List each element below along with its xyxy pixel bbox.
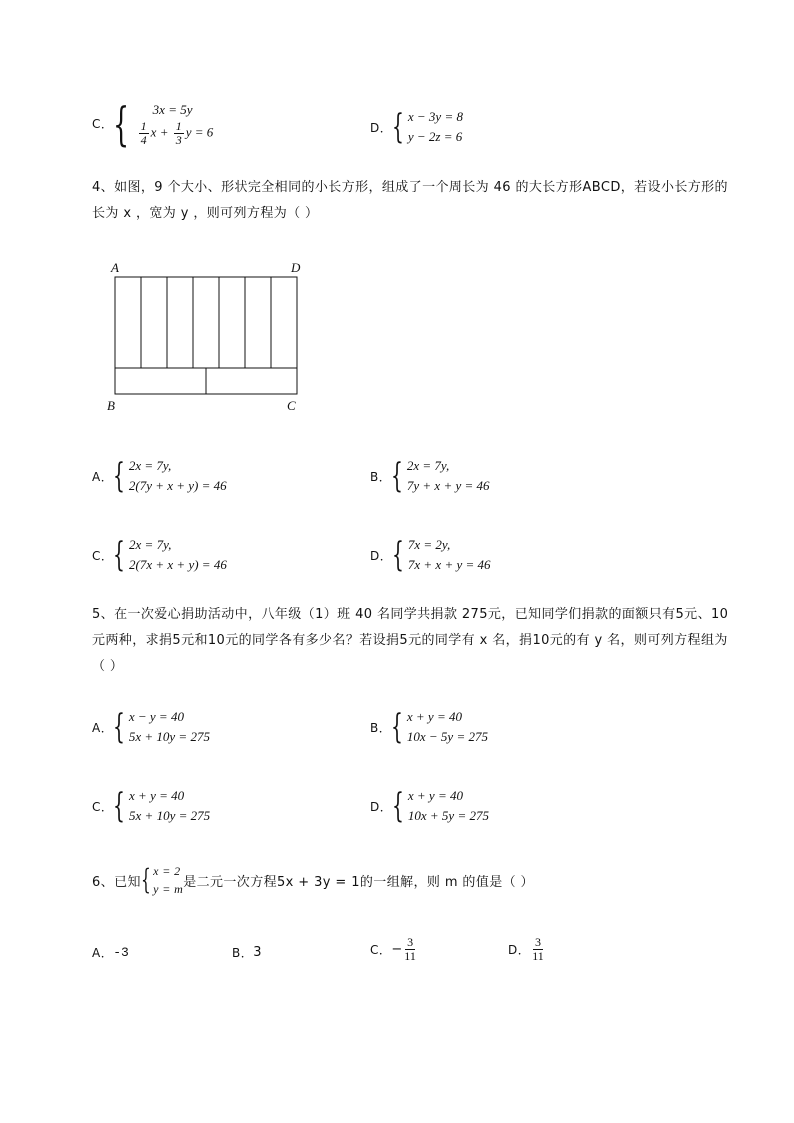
option-label: C．	[92, 117, 114, 131]
equation: x + y = 40	[129, 788, 185, 803]
brace: {	[113, 456, 126, 496]
option-label: D．	[370, 548, 393, 563]
rectangle-figure	[105, 258, 310, 418]
vertex-a: A	[111, 260, 119, 275]
brace: {	[392, 786, 405, 826]
q6-option-c[interactable]	[370, 936, 418, 963]
equation-system	[153, 862, 183, 898]
option-label: B．	[232, 946, 254, 960]
equation: 7y + x + y = 46	[406, 478, 490, 493]
equation-system	[129, 786, 210, 826]
equation-system	[137, 100, 214, 147]
equation: 2(7y + x + y) = 46	[128, 478, 227, 493]
vertex-d: D	[291, 260, 301, 275]
q5-option-b[interactable]	[370, 707, 488, 747]
equation-system	[408, 535, 491, 575]
q4-text: 4、如图，9 个大小、形状完全相同的小长方形，组成了一个周长为 46 的大长方形ABCD，若设小长方形的长为 x ，宽为 y ，则可列方程为（ ）	[92, 180, 728, 221]
equation-system	[129, 456, 227, 496]
q4-option-d[interactable]	[370, 535, 491, 575]
option-label: C．	[92, 799, 114, 814]
option-label: A．	[92, 720, 114, 735]
q6-option-d[interactable]	[508, 936, 546, 963]
equation: x = 2	[153, 864, 181, 878]
q4-option-a[interactable]	[92, 456, 227, 496]
equation-system	[408, 107, 463, 147]
brace: {	[113, 707, 126, 747]
equation: 2x = 7y,	[129, 537, 172, 552]
fraction: $\frac{1}{4}$	[140, 119, 147, 147]
option-label: D．	[508, 943, 531, 957]
equation: x + y = 40	[407, 788, 463, 803]
equation: 2x = 7y,	[128, 458, 172, 473]
q3-option-c[interactable]	[92, 96, 214, 151]
brace: {	[391, 707, 404, 747]
equation: 7x + x + y = 46	[407, 557, 491, 572]
brace: {	[392, 107, 405, 147]
equation: 7x = 2y,	[407, 537, 451, 552]
fraction: $\frac{1}{3}$	[175, 119, 182, 147]
q4-figure	[105, 258, 310, 418]
q3-option-d[interactable]	[370, 107, 463, 147]
q5-option-d[interactable]	[370, 786, 489, 826]
fraction: $\frac{3}{11}$	[532, 935, 544, 963]
vertex-b: B	[107, 398, 115, 413]
equation: 10x − 5y = 275	[406, 729, 488, 744]
equation: $\frac{1}{4}$ x + $\frac{1}{3}$ y = 6	[140, 119, 214, 147]
option-label: B．	[370, 469, 392, 484]
equation-system	[407, 456, 490, 496]
option-label: A．	[92, 469, 114, 484]
equation-system	[129, 707, 210, 747]
equation-system	[408, 786, 489, 826]
equation: 5x + 10y = 275	[129, 808, 211, 823]
equation: 10x + 5y = 275	[407, 808, 489, 823]
q6-option-b[interactable]	[232, 944, 262, 961]
option-label: D．	[370, 120, 393, 135]
vertex-c: C	[287, 398, 296, 413]
equation: x − y = 40	[128, 709, 184, 724]
option-value: 3	[253, 945, 262, 960]
q5-text: 5、在一次爱心捐助活动中，八年级（1）班 40 名同学共捐款 275元，已知同学们捐款的面额只有5元、10元两种，求捐5元和10元的同学各有多少名？若设捐5元的同学有 x 名，捐10元的有 y 名，则可列方程组为（ ）	[92, 607, 729, 674]
q6-stem	[92, 862, 534, 898]
minus-sign: −	[391, 942, 403, 957]
option-label: C．	[92, 548, 114, 563]
equation: 3x = 5y	[152, 102, 193, 117]
equation: y = m	[153, 882, 184, 896]
q4-option-c[interactable]	[92, 535, 227, 575]
brace: {	[113, 535, 126, 575]
q4-option-b[interactable]	[370, 456, 490, 496]
equation: 5x + 10y = 275	[128, 729, 210, 744]
equation: 2(7x + x + y) = 46	[129, 557, 227, 572]
option-label: C．	[370, 943, 392, 957]
option-label: B．	[370, 720, 392, 735]
equation: x − 3y = 8	[407, 109, 463, 124]
option-label: D．	[370, 799, 393, 814]
equation: y − 2z = 6	[407, 129, 463, 144]
equation-system	[129, 535, 227, 575]
fraction: $\frac{3}{11}$	[404, 935, 416, 963]
brace: {	[392, 535, 405, 575]
option-value: -3	[113, 945, 129, 960]
equation: x + y = 40	[406, 709, 462, 724]
brace: {	[113, 96, 130, 151]
q5-option-c[interactable]	[92, 786, 210, 826]
q6-suffix: 是二元一次方程5x + 3y = 1的一组解，则 m 的值是（ ）	[183, 874, 534, 890]
q6-prefix: 6、已知	[92, 874, 141, 890]
q6-option-a[interactable]	[92, 944, 129, 961]
option-label: A．	[92, 946, 114, 960]
brace: {	[113, 786, 126, 826]
equation-system	[407, 707, 488, 747]
q5-option-a[interactable]	[92, 707, 210, 747]
equation: 2x = 7y,	[406, 458, 450, 473]
brace: {	[391, 456, 404, 496]
brace: {	[140, 863, 151, 896]
